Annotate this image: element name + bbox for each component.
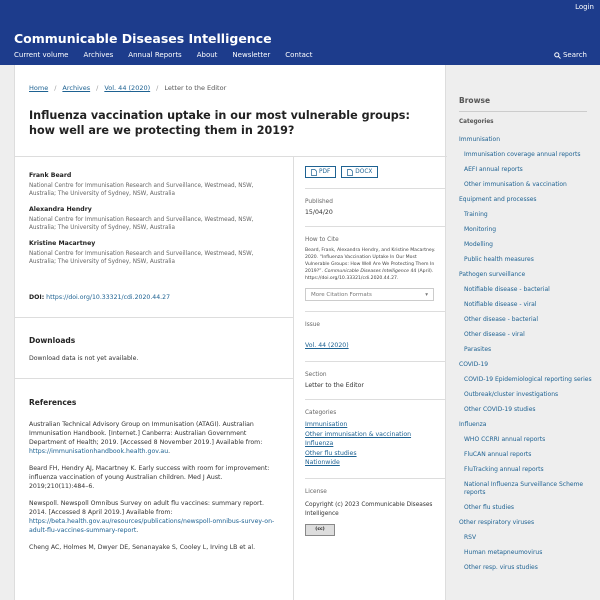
- article-title: Influenza vaccination uptake in our most vulnerable groups: how well are we protecting them in 2019?: [29, 109, 410, 137]
- sidebar-category[interactable]: Influenza: [459, 421, 487, 428]
- author-name: Kristine Macartney: [29, 240, 96, 247]
- section-label: Section: [305, 372, 327, 378]
- author: [29, 240, 279, 266]
- breadcrumb-issue[interactable]: Vol. 44 (2020): [104, 84, 151, 92]
- sidebar-subcategory[interactable]: Other immunisation & vaccination: [464, 181, 567, 188]
- sidebar-category[interactable]: Equipment and processes: [459, 196, 537, 203]
- divider: [305, 188, 445, 189]
- site-title[interactable]: Communicable Diseases Intelligence: [14, 31, 272, 46]
- sidebar-subcategory[interactable]: Other resp. virus studies: [464, 564, 538, 571]
- docx-label: DOCX: [355, 169, 373, 175]
- divider: [459, 111, 587, 112]
- sidebar-category[interactable]: Other respiratory viruses: [459, 519, 535, 526]
- site-header: [0, 0, 600, 65]
- breadcrumb: [29, 84, 226, 92]
- sidebar-subcategory[interactable]: Other disease - viral: [464, 331, 525, 338]
- reference-item: [29, 420, 279, 456]
- divider: [305, 478, 445, 479]
- file-icon: [347, 169, 353, 176]
- category-link[interactable]: Nationwide: [305, 459, 340, 466]
- sidebar-subcategory[interactable]: Notifiable disease - bacterial: [464, 286, 550, 293]
- sidebar-subcategory[interactable]: AEFI annual reports: [464, 166, 523, 173]
- article-details: [305, 166, 437, 536]
- section-value: Letter to the Editor: [305, 382, 364, 389]
- login-link[interactable]: Login: [575, 3, 594, 11]
- search-link[interactable]: [554, 51, 587, 59]
- license-text: Copyright (c) 2023 Communicable Diseases Intelligence: [305, 501, 433, 517]
- author-list: [29, 172, 279, 274]
- license-label: License: [305, 488, 327, 495]
- nav-contact[interactable]: Contact: [285, 51, 313, 59]
- reference-item: [29, 464, 279, 491]
- sidebar-category[interactable]: Pathogen surveillance: [459, 271, 526, 278]
- sidebar-subcategory[interactable]: National Influenza Surveillance Scheme reports: [464, 481, 584, 496]
- sidebar-subcategory[interactable]: FluCAN annual reports: [464, 451, 532, 458]
- references-heading: References: [29, 398, 77, 407]
- doi: [29, 294, 170, 301]
- author-name: Alexandra Hendry: [29, 206, 92, 213]
- divider: [15, 156, 447, 157]
- published-date: 15/04/20: [305, 209, 333, 216]
- reference-link[interactable]: https://beta.health.gov.au/resources/publications/newspoll-omnibus-survey-on-adult-flu-vaccines-summary-report: [29, 518, 275, 534]
- sidebar-category[interactable]: Immunisation: [459, 136, 501, 143]
- author-affiliation: National Centre for Immunisation Research and Surveillance, Westmead, NSW, Australia; The University of Sydney, NSW, Australia: [29, 217, 254, 231]
- author: [29, 172, 279, 198]
- reference-text: Cheng AC, Holmes M, Dwyer DE, Senanayake S, Cooley L, Irving LB et al.: [29, 544, 256, 551]
- search-icon: [554, 52, 561, 59]
- cc-icon: (cc): [315, 527, 325, 532]
- citation-format-label: More Citation Formats: [311, 291, 372, 298]
- citation-body: Beard, Frank, Alexandra Hendry, and Kristine Macartney. 2020. “Influenza Vaccination Uptake In Our Most Vulnerable Groups: How Well Are We Protecting Them In 2019?”.: [305, 248, 436, 274]
- reference-link[interactable]: https://immunisationhandbook.health.gov.au: [29, 448, 169, 455]
- breadcrumb-separator: /: [54, 84, 57, 92]
- sidebar-category[interactable]: COVID-19: [459, 361, 489, 368]
- sidebar-subcategory[interactable]: Other flu studies: [464, 504, 515, 511]
- reference-item: [29, 499, 279, 535]
- divider: [15, 378, 293, 379]
- citation-tail: 44 (April). https://doi.org/10.33321/cdi.2020.44.27.: [305, 269, 434, 281]
- nav-current-volume[interactable]: Current volume: [14, 51, 69, 59]
- reference-item: [29, 543, 279, 552]
- article-panel: [14, 65, 446, 600]
- reference-text: Australian Technical Advisory Group on Immunisation (ATAGI). Australian Immunisation Handbook. [Internet.] Canberra: Australian Government Department of Health; 2019. [Accessed 8 November 2019.] Available from:: [29, 421, 263, 446]
- sidebar-subcategory[interactable]: COVID-19 Epidemiological reporting series: [464, 376, 592, 383]
- category-link[interactable]: Other flu studies: [305, 449, 357, 457]
- sidebar-subcategory[interactable]: Outbreak/cluster investigations: [464, 391, 559, 398]
- browse-sidebar: [446, 65, 600, 600]
- reference-tail: .: [136, 527, 139, 534]
- reference-text: Beard FH, Hendry AJ, Macartney K. Early success with room for improvement: influenza vaccination of young Australian children. Med J Aust. 2019;210(11):484–6.: [29, 465, 270, 490]
- pdf-label: PDF: [319, 169, 331, 175]
- breadcrumb-separator: /: [96, 84, 99, 92]
- citation-text: [305, 247, 437, 282]
- sidebar-subcategory[interactable]: Notifiable disease - viral: [464, 301, 537, 308]
- breadcrumb-archives[interactable]: Archives: [62, 84, 91, 92]
- category-links: [305, 420, 437, 468]
- main-nav: [14, 51, 313, 59]
- author-affiliation: National Centre for Immunisation Research and Surveillance, Westmead, NSW, Australia; The University of Sydney, NSW, Australia: [29, 183, 254, 197]
- category-link[interactable]: Immunisation: [305, 421, 348, 428]
- divider: [305, 361, 445, 362]
- nav-archives[interactable]: Archives: [83, 51, 114, 59]
- sidebar-subcategory[interactable]: Monitoring: [464, 226, 497, 233]
- search-label: Search: [562, 51, 587, 59]
- issue-label: Issue: [305, 322, 320, 328]
- creative-commons-badge[interactable]: [305, 524, 335, 536]
- column-divider: [293, 157, 294, 600]
- sidebar-subcategory[interactable]: Other COVID-19 studies: [464, 406, 536, 413]
- nav-annual-reports[interactable]: Annual Reports: [128, 51, 182, 59]
- cite-label: How to Cite: [305, 237, 339, 243]
- categories-label: Categories: [305, 410, 337, 416]
- issue-link[interactable]: Vol. 44 (2020): [305, 342, 349, 349]
- breadcrumb-current: Letter to the Editor: [164, 84, 227, 92]
- category-link[interactable]: Other immunisation & vaccination: [305, 430, 412, 438]
- nav-about[interactable]: About: [196, 51, 218, 59]
- galley-buttons: [305, 166, 437, 178]
- sidebar-subcategory[interactable]: Human metapneumovirus: [464, 549, 543, 556]
- breadcrumb-separator: /: [156, 84, 159, 92]
- reference-text: Newspoll. Newspoll Omnibus Survey on adult flu vaccines: summary report. 2014. [Accessed 8 April 2019.] Available from:: [29, 500, 264, 516]
- browse-heading: Browse: [459, 96, 491, 105]
- chevron-down-icon: ▾: [425, 291, 428, 298]
- breadcrumb-home[interactable]: Home: [29, 84, 49, 92]
- divider: [305, 311, 445, 312]
- category-tree: [459, 136, 594, 579]
- sidebar-subcategory[interactable]: Modelling: [464, 241, 493, 248]
- reference-tail: .: [168, 448, 171, 455]
- sidebar-subcategory[interactable]: WHO CCRRI annual reports: [464, 436, 546, 443]
- downloads-heading: Downloads: [29, 336, 76, 345]
- author-affiliation: National Centre for Immunisation Research and Surveillance, Westmead, NSW, Australia; The University of Sydney, NSW, Australia: [29, 251, 254, 265]
- sidebar-subcategory[interactable]: Training: [464, 211, 488, 218]
- divider: [305, 399, 445, 400]
- sidebar-subcategory[interactable]: Parasites: [464, 346, 492, 353]
- author: [29, 206, 279, 232]
- docx-button[interactable]: [341, 166, 378, 178]
- sidebar-subcategory[interactable]: Immunisation coverage annual reports: [464, 151, 581, 158]
- doi-link[interactable]: https://doi.org/10.33321/cdi.2020.44.27: [46, 294, 171, 301]
- divider: [15, 317, 293, 318]
- file-icon: [311, 169, 317, 176]
- pdf-button[interactable]: [305, 166, 336, 178]
- references-list: [29, 420, 279, 560]
- divider: [305, 226, 445, 227]
- nav-newsletter[interactable]: Newsletter: [232, 51, 271, 59]
- downloads-text: Download data is not yet available.: [29, 355, 139, 362]
- category-link[interactable]: Influenza: [305, 440, 334, 447]
- author-name: Frank Beard: [29, 172, 72, 179]
- published-label: Published: [305, 199, 333, 205]
- sidebar-subcategory[interactable]: Public health measures: [464, 256, 534, 263]
- sidebar-subcategory[interactable]: RSV: [464, 534, 477, 541]
- citation-format-select[interactable]: [305, 288, 434, 301]
- categories-heading: Categories: [459, 119, 494, 125]
- citation-journal: Communicable Diseases Intelligence: [324, 269, 409, 274]
- sidebar-subcategory[interactable]: FluTracking annual reports: [464, 466, 544, 473]
- doi-label: DOI:: [29, 294, 45, 301]
- sidebar-subcategory[interactable]: Other disease - bacterial: [464, 316, 539, 323]
